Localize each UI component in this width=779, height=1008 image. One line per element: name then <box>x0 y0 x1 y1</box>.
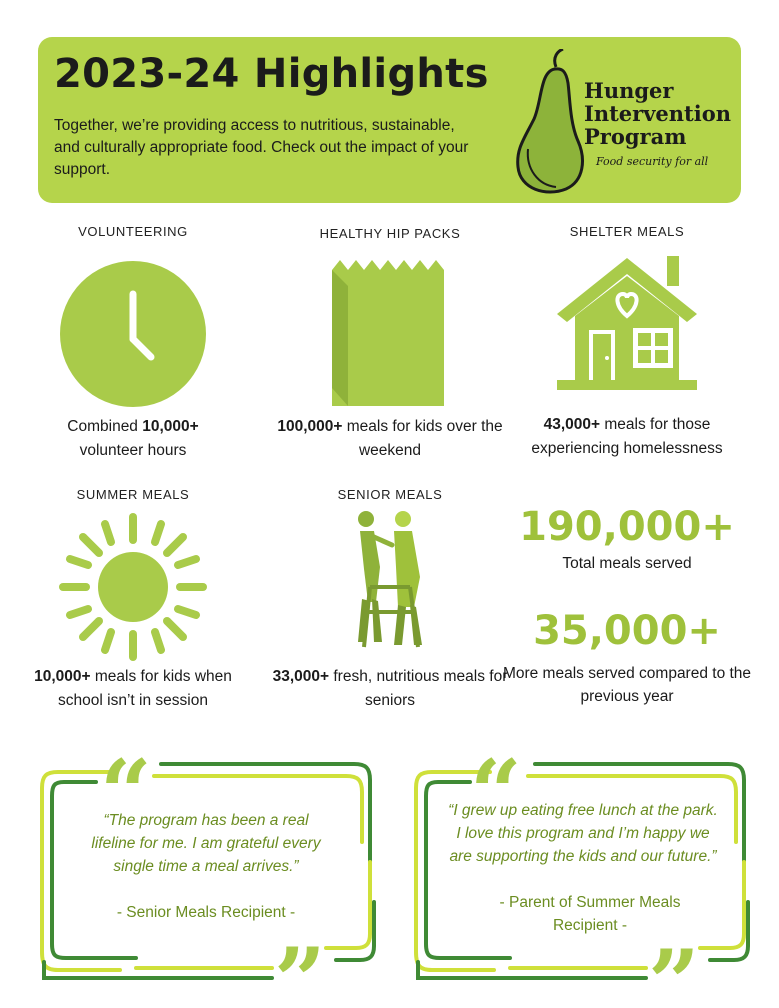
organization-logo <box>508 49 738 199</box>
paper-bag-icon <box>332 258 448 406</box>
highlight-label: SUMMER MEALS <box>76 487 190 502</box>
stat-value: 190,000+ <box>519 504 735 550</box>
clock-icon <box>58 259 208 409</box>
stat-total-meals <box>497 504 757 575</box>
intro-text: Together, we’re providing access to nutritious, sustainable, and culturally appropriate food. Check out the impact of your support. <box>54 117 469 178</box>
pear-icon <box>508 49 588 199</box>
open-quote-icon: “ <box>470 752 522 846</box>
highlight-label: SHELTER MEALS <box>569 224 685 239</box>
logo-tagline: Food security for all <box>596 155 709 168</box>
highlight-description: Combined 10,000+ volunteer hours <box>67 418 199 459</box>
open-quote-icon: “ <box>100 752 152 846</box>
stat-more-meals <box>497 608 757 708</box>
stat-value: 35,000+ <box>533 608 721 654</box>
highlight-description: 100,000+ meals for kids over the weekend <box>277 418 503 459</box>
highlight-senior-meals <box>270 487 510 709</box>
close-quote-icon: ” <box>648 930 700 988</box>
highlight-description: 33,000+ fresh, nutritious meals for seniors <box>272 668 508 709</box>
highlight-description: 10,000+ meals for kids when school isn’t in session <box>34 668 232 709</box>
stat-caption: More meals served compared to the previous year <box>502 665 752 705</box>
logo-name: Hunger Intervention Program <box>584 78 731 149</box>
testimonial-card <box>36 752 376 988</box>
highlight-label: VOLUNTEERING <box>78 224 188 239</box>
close-quote-icon: ” <box>274 928 326 988</box>
stat-caption: Total meals served <box>562 555 692 572</box>
highlight-summer-meals <box>13 487 253 709</box>
testimonial-text: “I grew up eating free lunch at the park. I love this program and I’m happy we are supporting the kids and our future.” <box>448 802 718 865</box>
highlight-volunteering <box>13 224 253 459</box>
highlight-healthy-hip-packs <box>270 226 510 459</box>
highlight-shelter-meals <box>507 224 747 457</box>
testimonial-card <box>410 752 750 988</box>
testimonial-attribution: - Senior Meals Recipient - <box>116 904 296 921</box>
highlight-label: SENIOR MEALS <box>337 487 443 502</box>
quote-frame <box>410 752 750 988</box>
page-title: 2023-24 Highlights <box>54 51 489 97</box>
testimonial-attribution: - Parent of Summer Meals Recipient - <box>499 894 681 934</box>
highlight-label: HEALTHY HIP PACKS <box>319 226 461 241</box>
testimonial-text: “The program has been a real lifeline for me. I am grateful every single time a meal arrives.” <box>91 812 321 875</box>
sun-icon <box>58 512 208 662</box>
highlight-description: 43,000+ meals for those experiencing homelessness <box>531 416 723 457</box>
header-banner <box>38 37 741 203</box>
caregiver-walker-icon <box>348 507 438 657</box>
house-heart-icon <box>557 256 697 392</box>
